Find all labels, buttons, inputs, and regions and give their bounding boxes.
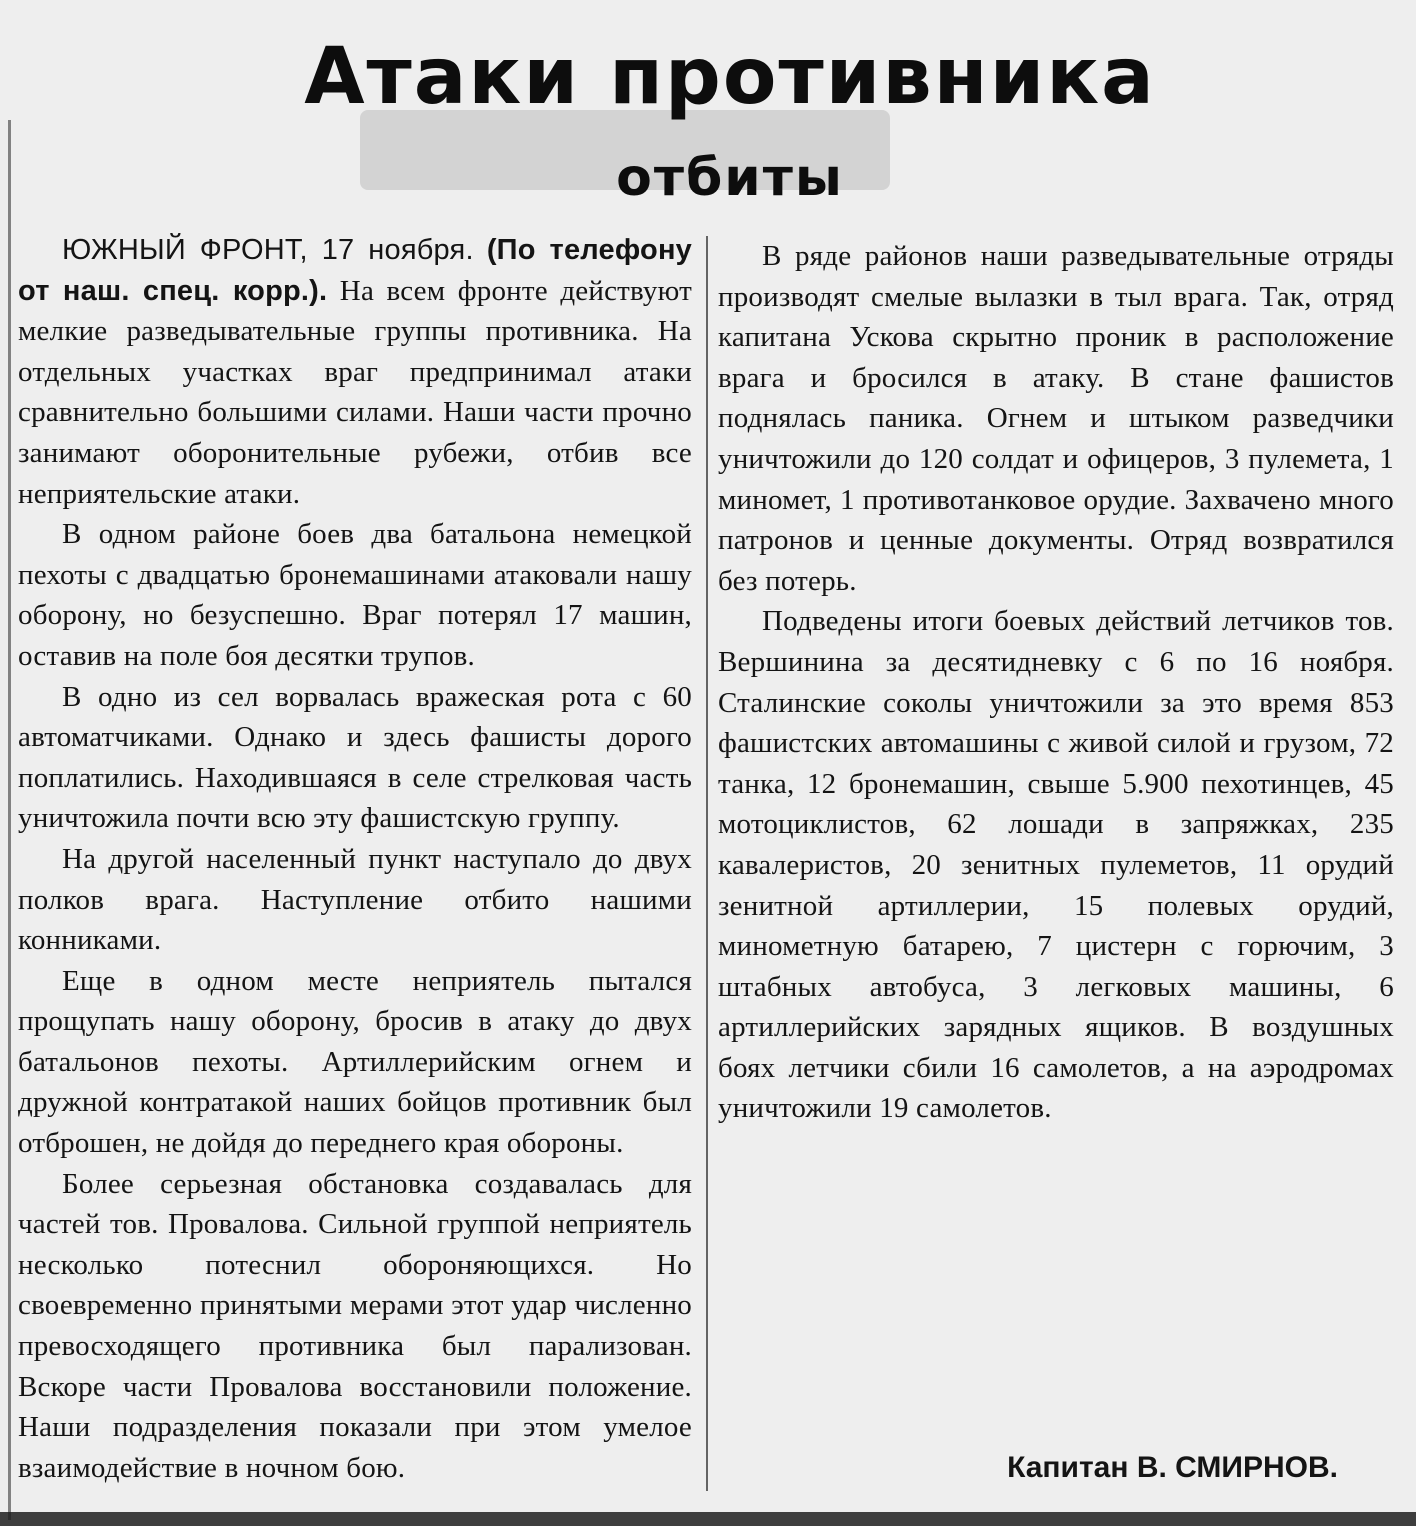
article-paragraph: Еще в одном месте неприятель пытался прощупать нашу оборону, бросив в атаку до двух батальонов пехоты. Артиллерийским огнем и дружной контратакой наших бойцов противник был отброшен, не дойдя до переднего края обороны.: [18, 964, 692, 1160]
article-paragraph: В одно из сел ворвалась вражеская рота с 60 автоматчиками. Однако и здесь фашисты дорого поплатились. Находившаяся в селе стрелковая часть уничтожила почти всю эту фашистскую группу.: [18, 680, 692, 835]
article-paragraph: На другой населенный пункт наступало до двух полков врага. Наступление отбито нашими конниками.: [18, 842, 692, 957]
article-paragraph: В одном районе боев два батальона немецкой пехоты с двадцатью бронемашинами атаковали нашу оборону, но безуспешно. Враг потерял 17 машин, оставив на поле боя десятки трупов.: [18, 518, 692, 672]
article-paragraph: В ряде районов наши разведывательные отряды производят смелые вылазки в тыл врага. Так, отряд капитана Ускова скрытно проник в расположение врага и бросился в атаку. В стане фашистов поднялась паника. Огнем и штыком разведчики уничтожили до 120 солдат и офицеров, 3 пулемета, 1 миномет, 1 противотанковое орудие. Захвачено много патронов и ценные документы. Отряд возвратился без потерь.: [718, 240, 1394, 597]
article-paragraph-lead: [18, 230, 692, 514]
article-paragraph-text: На всем фронте действуют мелкие разведывательные группы противника. На отдельных участках враг предпринимал атаки сравнительно большими силами. Наши части прочно занимают оборонительные рубежи, отбив все неприятельские атаки.: [18, 274, 692, 510]
column-divider: [706, 236, 708, 1491]
headline-line-1: Атаки противника: [304, 32, 1156, 122]
bottom-rule: [0, 1512, 1416, 1526]
article-source: (По телефону от наш. спец. корр.).: [18, 234, 693, 307]
article-paragraph: Подведены итоги боевых действий летчиков тов. Вершинина за десятидневку с 6 по 16 ноября. Сталинские соколы уничтожили за это время 853 фашистских автомашины с живой силой и грузом, 72 танка, 12 бронемашин, свыше 5.900 пехотинцев, 45 мотоциклистов, 62 лошади в запряжках, 235 кавалеристов, 20 зенитных пулеметов, 11 орудий зенитной артиллерии, 15 полевых орудий, минометную батарею, 7 цистерн с горючим, 3 штабных автобуса, 3 легковых машины, 6 артиллерийских зарядных ящиков. В воздушных боях летчики сбили 16 самолетов, а на аэродромах уничтожили 19 самолетов.: [718, 605, 1394, 1125]
article-column-left: [18, 230, 692, 1488]
article-column-right: [718, 236, 1394, 1129]
article-signature: Капитан В. СМИРНОВ.: [1007, 1451, 1338, 1484]
article-dateline: ЮЖНЫЙ ФРОНТ, 17 ноября.: [62, 234, 474, 266]
page-edge-line: [8, 120, 11, 1520]
headline-line-2: отбиты: [616, 148, 844, 208]
article-paragraph-split: Более серьезная обстановка создавалась для частей тов. Провалова. Сильной группой неприятель несколько потеснил обороняющихся. Но своевременно принятыми мерами этот удар численно превосходящего противника был парализован. Вскоре части Провалова восстановили положение. Наши подразделения показали при этом умелое взаимодействие в ночном бою.: [18, 1167, 692, 1484]
headline: [250, 18, 1210, 208]
